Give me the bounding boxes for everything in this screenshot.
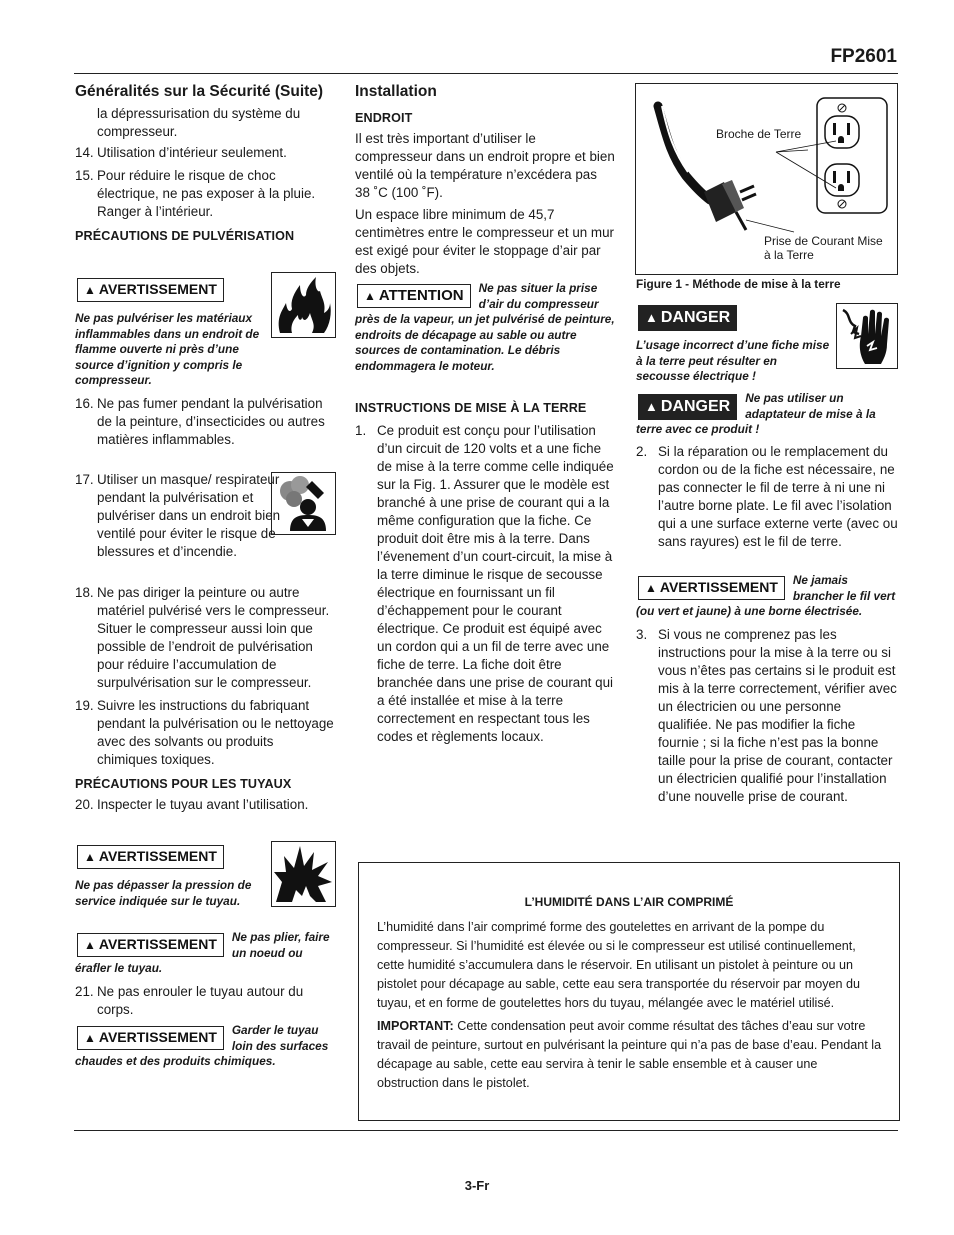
list-item-text: Ne pas enrouler le tuyau autour du corps. [97, 984, 304, 1017]
list-number: 1. [355, 423, 367, 438]
list-item [75, 167, 337, 221]
list-item-text: Pour réduire le risque de choc électrique, ne pas exposer à la pluie. Ranger à l’intérieur. [97, 168, 316, 219]
location-paragraph-2: Un espace libre minimum de 45,7 centimètres entre le compresseur et un mur est exigé pour éviter le stoppage d’air par des objets. [355, 207, 614, 276]
header-rule [74, 73, 898, 74]
warning-text: Ne pas dépasser la pression de service indiquée sur le tuyau. [75, 878, 252, 908]
right-list-2 [636, 443, 898, 551]
location-paragraph-1: Il est très important d’utiliser le compresseur dans un endroit propre et bien ventilé où la température n’excédera pas 38 ˚C (100 ˚F). [355, 131, 615, 200]
list-item [75, 144, 337, 162]
list-number: 18. [75, 585, 94, 600]
list-number: 15. [75, 168, 94, 183]
model-number: FP2601 [830, 46, 897, 67]
warning-triangle-icon: ▲ [645, 581, 657, 595]
installation-heading: Installation [355, 83, 437, 100]
warning-triangle-icon: ▲ [84, 283, 96, 297]
list-number: 2. [636, 444, 648, 459]
warning-badge [77, 845, 224, 869]
moisture-title: L’HUMIDITÉ DANS L’AIR COMPRIMÉ [524, 895, 734, 909]
list-number: 17. [75, 472, 94, 487]
hose-warning-2 [75, 930, 337, 977]
warning-triangle-icon: ▲ [364, 289, 376, 303]
page-number: 3-Fr [464, 1178, 490, 1193]
list-item-text: Ce produit est conçu pour l’utilisation d’un circuit de 120 volts et a une fiche de mise à la terre comme celle indiquée sur la Fig. 1. Assurer que le modèle est branché à une prise de courant qui a la même configuration que la fiche. Ce produit doit être mis à la terre. Dans l’évenement d’un court-circuit, la mise à la terre diminue le risque de secousse électrique en fournissant un fil d’échappement pour le courant électrique. Ce produit est équipé avec un cordon qui a un fil de terre avec une fiche de terre. La fiche doit être branchée dans une prise de courant qui a été installée et mise à la terre correctement en respectant tous les codes et règlements locaux. [377, 423, 614, 744]
list-item-text: Utiliser un masque/ respirateur pendant la pulvérisation et pulvériser dans un endroit bien ventilé pour éviter le risque de blessures et d’incendie. [97, 472, 281, 559]
spray-precautions-heading: PRÉCAUTIONS DE PULVÉRISATION [75, 229, 295, 243]
warning-label: AVERTISSEMENT [98, 848, 217, 864]
list-number: 19. [75, 698, 94, 713]
danger-2-notice [636, 391, 898, 438]
left-column [75, 82, 337, 245]
warning-badge [77, 278, 224, 302]
warning-badge [77, 933, 224, 957]
list-item-text: Si vous ne comprenez pas les instructions pour la mise à la terre ou si vous n’êtes pas certains si le produit est mis à la terre correctement, vérifier avec un électricien ou une personne qualifiée. Ne pas modifier la fiche fournie ; si la fiche n’est pas la bonne taille pour la prise de courant, contacter un électricien qualifié pour l’installation d’une nouvelle prise de courant. [658, 627, 897, 804]
left-column-list-b [75, 584, 337, 814]
figure-1-grounding [635, 83, 898, 275]
left-column-list [75, 395, 337, 449]
figure-caption: Figure 1 - Méthode de mise à la terre [636, 277, 841, 291]
footer-rule [74, 1130, 898, 1131]
hose-warning-1-text [75, 878, 265, 909]
list-item-text: Suivre les instructions du fabriquant pendant la pulvérisation ou le nettoyage avec des solvants ou produits chimiques toxiques. [97, 698, 334, 767]
hose-precautions-heading: PRÉCAUTIONS POUR LES TUYAUX [75, 777, 292, 791]
list-item [75, 395, 337, 449]
list-item-21 [75, 983, 337, 1019]
warning-text: Ne pas pulvériser les matériaux inflammables dans un endroit de flamme ouverte ni près d’une source d’ignition y compris le compresseur. [75, 311, 260, 387]
warning-text: Ne jamais brancher le fil vert (ou vert et jaune) à une borne électrisée. [636, 573, 896, 618]
section-heading-safety: Généralités sur la Sécurité (Suite) [75, 83, 324, 100]
warning-label: AVERTISSEMENT [98, 936, 217, 952]
attention-badge [357, 284, 471, 308]
right-list-3 [636, 626, 898, 806]
grounding-heading: INSTRUCTIONS DE MISE À LA TERRE [355, 401, 587, 415]
danger-badge [638, 305, 737, 331]
warning-triangle-icon: ▲ [84, 938, 96, 952]
grounded-outlet-label: Prise de Courant Mise à la Terre [764, 234, 883, 262]
list-number: 21. [75, 984, 94, 999]
attention-notice [355, 281, 615, 374]
flame-hazard-icon [271, 272, 336, 338]
location-heading: ENDROIT [355, 111, 413, 125]
list-item-text: Si la réparation ou le remplacement du cordon ou de la fiche est nécessaire, ne pas connecter le fil de terre à ni une ni l’autre borne plate. Le fil avec l’isolation qui a une surface externe verte (avec ou sans rayures) est le fil de terre. [658, 444, 898, 549]
moisture-body [377, 918, 882, 1093]
list-item-text: Inspecter le tuyau avant l’utilisation. [97, 797, 309, 812]
important-text: Cette condensation peut avoir comme résultat des tâches d’eau sur votre travail de peinture, surtout en pulvérisant la peinture qui n’a pas de base d’eau. Pendant la décapage au sable, cette eau servira à tenir le sable ensemble et à causer une obstruction dans le pistolet. [377, 1019, 882, 1090]
list-number: 3. [636, 627, 648, 642]
list-item [75, 471, 313, 561]
hose-warning-3 [75, 1023, 337, 1070]
attention-text: Ne pas situer la prise d’air du compresseur près de la vapeur, un jet pulvérisé de peinture, endroits de décapage au sable ou autre sources de contamination. Le débris endommagera le moteur. [355, 281, 615, 373]
danger-2-text: Ne pas utiliser un adaptateur de mise à la terre avec ce produit ! [636, 391, 876, 436]
moisture-paragraph-2 [377, 1017, 882, 1093]
danger-1-text: L’usage incorrect d’une fiche mise à la terre peut résulter en secousse électrique ! [636, 338, 830, 383]
warning-triangle-icon: ▲ [84, 1031, 96, 1045]
warning-text: Ne pas plier, faire un noeud ou érafler le tuyau. [75, 930, 330, 975]
warning-triangle-icon: ▲ [645, 399, 658, 414]
list-item-text: la dépressurisation du système du compresseur. [97, 106, 301, 139]
list-item [355, 422, 615, 746]
warning-label: AVERTISSEMENT [659, 579, 778, 595]
moisture-info-box [358, 862, 900, 1121]
warning-badge [77, 1026, 224, 1050]
explosion-hazard-icon [271, 841, 336, 907]
list-item-text: Ne pas diriger la peinture ou autre matériel pulvérisé vers le compresseur. Situer le compresseur aussi loin que possible de l’endroit de pulvérisation pour réduire l’accumulation de surpulvérisation sur le compresseur. [97, 585, 330, 690]
middle-column [355, 82, 615, 278]
warning-badge [638, 576, 785, 600]
list-item-text: Utilisation d’intérieur seulement. [97, 145, 287, 160]
ground-pin-label: Broche de Terre [716, 127, 802, 141]
warning-label: AVERTISSEMENT [98, 281, 217, 297]
list-item-text: Ne pas fumer pendant la pulvérisation de la peinture, d’insecticides ou autres matières inflammables. [97, 396, 325, 447]
danger-label: DANGER [660, 398, 731, 415]
moisture-paragraph-1: L’humidité dans l’air comprimé forme des goutelettes en arrivant de la pompe du compresseur. Si l’humidité est élevée ou si le compresseur est utilisé continuellement, cette humidité s’accumulera dans le réservoir. En utilisant un pistolet à peinture ou un pistolet pour décapage au sable, cette eau sera transportée du réservoir par moyen du tuyau, et en forme de goutelettes hors du tuyau, mélangée avec le matériel utilisé. [377, 920, 861, 1010]
spray-warning-text [75, 311, 265, 389]
list-number: 14. [75, 145, 94, 160]
list-item [75, 983, 337, 1019]
list-number: 16. [75, 396, 94, 411]
danger-label: DANGER [660, 309, 731, 326]
warning-triangle-icon: ▲ [84, 850, 96, 864]
list-item [636, 626, 898, 806]
important-label: IMPORTANT: [377, 1019, 454, 1033]
list-item [636, 443, 898, 551]
list-item [75, 584, 337, 692]
attention-label: ATTENTION [378, 287, 464, 304]
list-number: 20. [75, 797, 94, 812]
list-item [75, 697, 337, 769]
warning-text: Garder le tuyau loin des surfaces chaudes et des produits chimiques. [75, 1023, 329, 1068]
list-item [75, 796, 337, 814]
electric-shock-hand-icon [836, 303, 898, 369]
danger-badge [638, 394, 737, 420]
grounding-section [355, 399, 615, 746]
list-item-17 [75, 471, 313, 561]
warning-triangle-icon: ▲ [645, 310, 658, 325]
green-wire-warning [636, 573, 898, 620]
list-item [75, 105, 337, 141]
warning-label: AVERTISSEMENT [98, 1029, 217, 1045]
